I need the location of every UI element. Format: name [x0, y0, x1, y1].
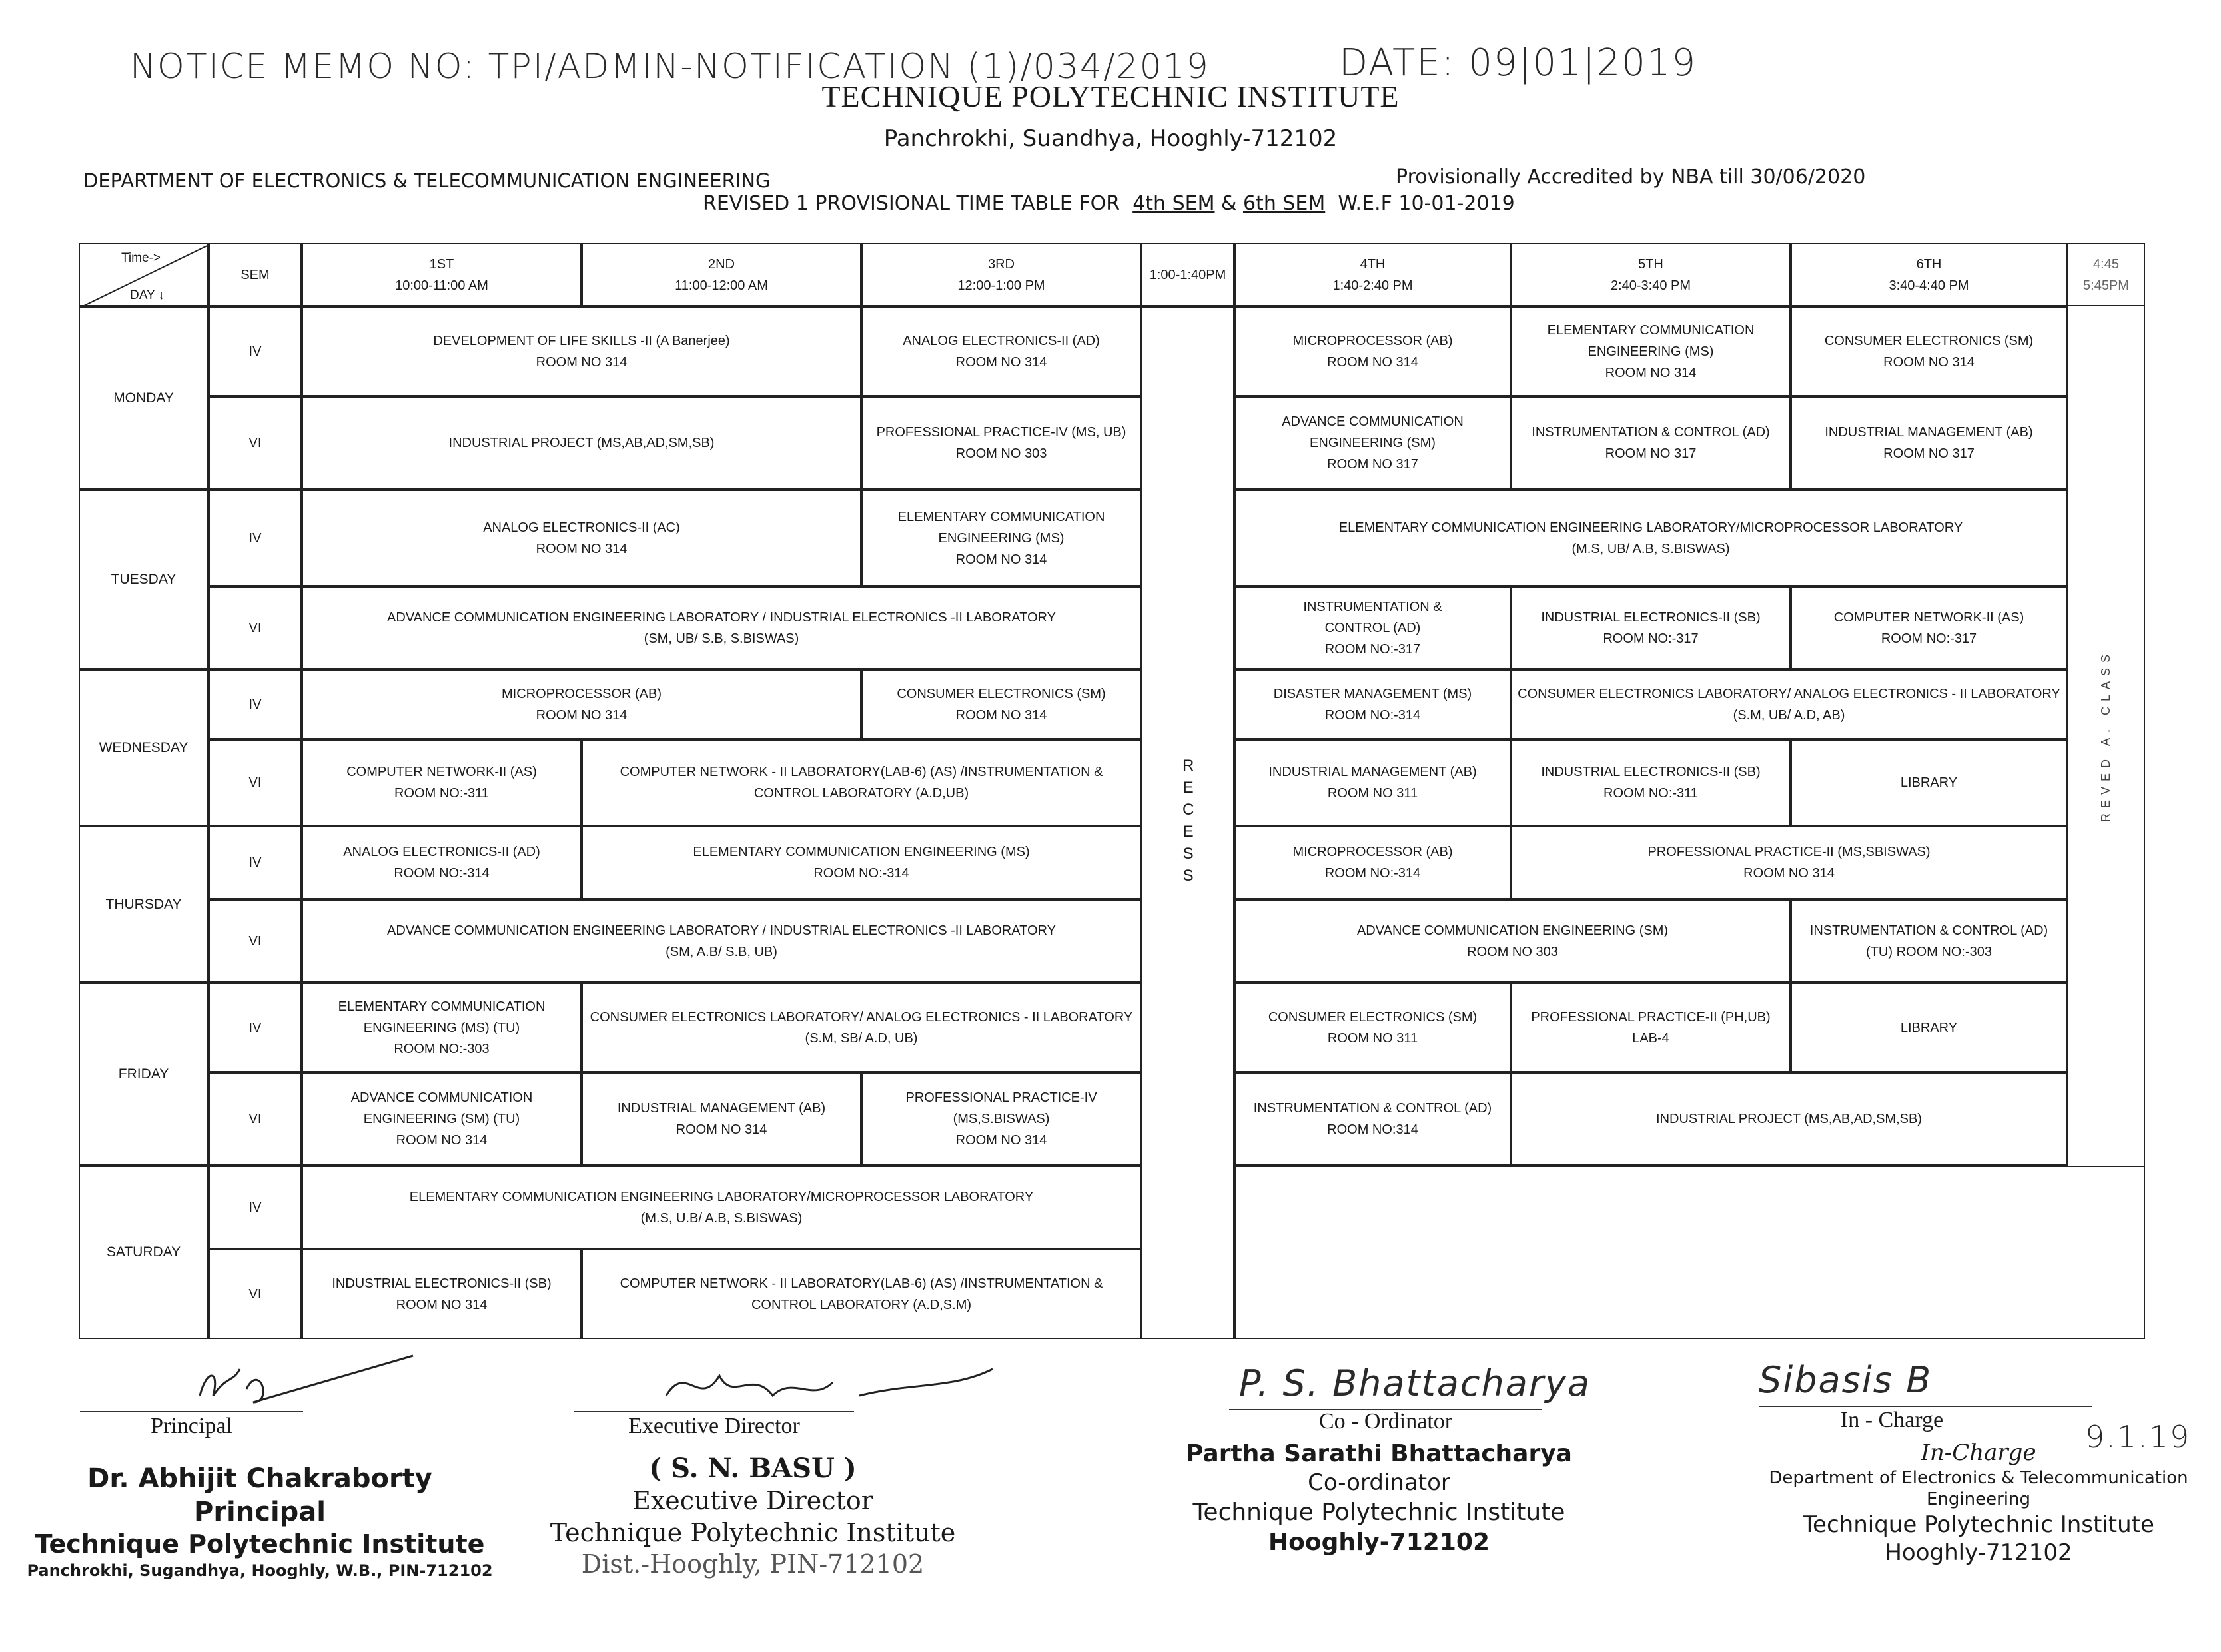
- stamp-line: Executive Director: [632, 1486, 873, 1515]
- class-cell: ELEMENTARY COMMUNICATION ENGINEERING (MS) (TU) ROOM NO:-303: [302, 983, 582, 1072]
- timetable-grid: [79, 243, 2145, 1339]
- class-cell: MICROPROCESSOR (AB) ROOM NO:-314: [1234, 826, 1511, 899]
- class-cell: INDUSTRIAL ELECTRONICS-II (SB) ROOM NO:-311: [1511, 739, 1791, 826]
- stamp-line: Dist.-Hooghly, PIN-712102: [581, 1549, 925, 1579]
- day-saturday: SATURDAY: [79, 1166, 209, 1339]
- class-cell: INSTRUMENTATION & CONTROL (AD) ROOM NO:-317: [1234, 586, 1511, 669]
- stamp-line: Technique Polytechnic Institute: [1192, 1498, 1565, 1526]
- sem-cell: VI: [209, 586, 302, 669]
- class-cell: ELEMENTARY COMMUNICATION ENGINEERING (MS) ROOM NO 314: [1511, 306, 1791, 396]
- period-time: 3:40-4:40 PM: [1889, 278, 1969, 293]
- director-label: Executive Director: [628, 1414, 800, 1438]
- stamp-line: Co-ordinator: [1308, 1469, 1450, 1496]
- institute-address: Panchrokhi, Suandhya, Hooghly-712102: [883, 125, 1338, 152]
- title-sem6: 6th SEM: [1242, 192, 1326, 215]
- institute-name: TECHNIQUE POLYTECHNIC INSTITUTE: [821, 79, 1400, 113]
- class-cell: ADVANCE COMMUNICATION ENGINEERING LABORATORY / INDUSTRIAL ELECTRONICS -II LABORATORY (SM, UB/ S.B, S.BISWAS): [302, 586, 1141, 669]
- period-time: 11:00-12:00 AM: [675, 278, 768, 293]
- sem-cell: IV: [209, 306, 302, 396]
- class-cell: ANALOG ELECTRONICS-II (AD) ROOM NO:-314: [302, 826, 582, 899]
- corner-day-label: DAY ↓: [130, 288, 165, 302]
- incharge-signature-line: [1759, 1406, 2092, 1407]
- director-stamp: [520, 1452, 986, 1581]
- stamp-line: Principal: [194, 1497, 326, 1527]
- corner-time-label: Time->: [121, 251, 161, 265]
- class-cell: PROFESSIONAL PRACTICE-II (PH,UB) LAB-4: [1511, 983, 1791, 1072]
- recess-column: [1141, 306, 1234, 1339]
- period-time: 1:00-1:40PM: [1149, 267, 1226, 282]
- coordinator-label: Co - Ordinator: [1318, 1409, 1453, 1434]
- class-cell: COMPUTER NETWORK - II LABORATORY(LAB-6) (AS) /INSTRUMENTATION & CONTROL LABORATORY (A.D,UB): [582, 739, 1141, 826]
- sem-cell: IV: [209, 490, 302, 586]
- class-cell: LIBRARY: [1791, 739, 2067, 826]
- class-cell: INDUSTRIAL MANAGEMENT (AB) ROOM NO 314: [582, 1072, 861, 1166]
- class-cell: MICROPROCESSOR (AB) ROOM NO 314: [1234, 306, 1511, 396]
- department-name: DEPARTMENT OF ELECTRONICS & TELECOMMUNICATION ENGINEERING: [83, 169, 771, 192]
- recess-header: [1141, 243, 1234, 306]
- principal-signature-mark: [193, 1349, 420, 1416]
- class-cell: COMPUTER NETWORK - II LABORATORY(LAB-6) (AS) /INSTRUMENTATION & CONTROL LABORATORY (A.D,S.M): [582, 1249, 1141, 1339]
- day-friday: FRIDAY: [79, 983, 209, 1166]
- period-time: 12:00-1:00 PM: [957, 278, 1045, 293]
- day-monday: MONDAY: [79, 306, 209, 490]
- stamp-line: Department of Electronics & Telecommunication Engineering: [1769, 1467, 2188, 1509]
- period-name: 4TH: [1360, 256, 1386, 272]
- class-cell: LIBRARY: [1791, 983, 2067, 1072]
- stamp-line: Panchrokhi, Sugandhya, Hooghly, W.B., PIN-712102: [27, 1561, 493, 1580]
- period-time: 1:40-2:40 PM: [1332, 278, 1413, 293]
- class-cell: INDUSTRIAL MANAGEMENT (AB) ROOM NO 317: [1791, 396, 2067, 490]
- title-sem4: 4th SEM: [1132, 192, 1215, 215]
- stamp-line: Hooghly-712102: [1268, 1528, 1490, 1556]
- notice-date: DATE: 09|01|2019: [1339, 41, 1697, 85]
- class-cell: ELEMENTARY COMMUNICATION ENGINEERING LABORATORY/MICROPROCESSOR LABORATORY (M.S, U.B/ A.B, S.BISWAS): [302, 1166, 1141, 1249]
- stamp-line: Dr. Abhijit Chakraborty: [87, 1463, 432, 1494]
- class-cell: DEVELOPMENT OF LIFE SKILLS -II (A Banerjee) ROOM NO 314: [302, 306, 861, 396]
- class-cell: INDUSTRIAL PROJECT (MS,AB,AD,SM,SB): [1511, 1072, 2067, 1166]
- day-thursday: THURSDAY: [79, 826, 209, 983]
- incharge-label: In - Charge: [1840, 1408, 1944, 1432]
- principal-stamp: [7, 1462, 513, 1581]
- class-cell: CONSUMER ELECTRONICS (SM) ROOM NO 314: [1791, 306, 2067, 396]
- timetable-title: [703, 192, 1515, 215]
- stamp-line: ( S. N. BASU ): [649, 1453, 857, 1484]
- class-cell: ADVANCE COMMUNICATION ENGINEERING (SM) (TU) ROOM NO 314: [302, 1072, 582, 1166]
- title-amp: &: [1221, 192, 1237, 215]
- period-name: 1ST: [429, 256, 454, 272]
- stamp-line: Technique Polytechnic Institute: [35, 1529, 485, 1559]
- class-cell: ANALOG ELECTRONICS-II (AD) ROOM NO 314: [861, 306, 1141, 396]
- class-cell: ADVANCE COMMUNICATION ENGINEERING (SM) ROOM NO 317: [1234, 396, 1511, 490]
- empty-cell: [1234, 1166, 2145, 1339]
- title-prefix: REVISED 1 PROVISIONAL TIME TABLE FOR: [703, 192, 1120, 215]
- director-signature-line: [574, 1411, 854, 1412]
- incharge-date: 9.1.19: [2085, 1419, 2191, 1455]
- sem-header: SEM: [209, 243, 302, 306]
- class-cell: ADVANCE COMMUNICATION ENGINEERING (SM) ROOM NO 303: [1234, 899, 1791, 983]
- title-wef: W.E.F 10-01-2019: [1338, 192, 1515, 215]
- period-name: 6TH: [1916, 256, 1942, 272]
- class-cell: PROFESSIONAL PRACTICE-IV (MS, UB) ROOM NO 303: [861, 396, 1141, 490]
- class-cell: ELEMENTARY COMMUNICATION ENGINEERING LABORATORY/MICROPROCESSOR LABORATORY (M.S, UB/ A.B, S.BISWAS): [1234, 490, 2067, 586]
- sem-cell: VI: [209, 739, 302, 826]
- coordinator-stamp: [1172, 1439, 1585, 1557]
- class-cell: ELEMENTARY COMMUNICATION ENGINEERING (MS) ROOM NO 314: [861, 490, 1141, 586]
- stamp-line: Technique Polytechnic Institute: [1803, 1511, 2154, 1538]
- stamp-line: Partha Sarathi Bhattacharya: [1186, 1440, 1572, 1467]
- stamp-line: Hooghly-712102: [1885, 1539, 2072, 1566]
- class-cell: INSTRUMENTATION & CONTROL (AD) ROOM NO 317: [1511, 396, 1791, 490]
- coordinator-signature: P. S. Bhattacharya: [1239, 1362, 1591, 1404]
- principal-label: Principal: [151, 1414, 232, 1438]
- corner-header-cell: [79, 243, 209, 306]
- period-header-5: [1511, 243, 1791, 306]
- class-cell: MICROPROCESSOR (AB) ROOM NO 314: [302, 669, 861, 739]
- class-cell: PROFESSIONAL PRACTICE-II (MS,SBISWAS) ROOM NO 314: [1511, 826, 2067, 899]
- sem-cell: IV: [209, 1166, 302, 1249]
- class-cell: INDUSTRIAL ELECTRONICS-II (SB) ROOM NO:-317: [1511, 586, 1791, 669]
- incharge-stamp: [1745, 1439, 2212, 1567]
- class-cell: CONSUMER ELECTRONICS (SM) ROOM NO 314: [861, 669, 1141, 739]
- sem-cell: IV: [209, 983, 302, 1072]
- sem-cell: VI: [209, 899, 302, 983]
- class-cell: CONSUMER ELECTRONICS LABORATORY/ ANALOG ELECTRONICS - II LABORATORY (S.M, SB/ A.D, UB): [582, 983, 1141, 1072]
- stamp-line: Technique Polytechnic Institute: [550, 1517, 956, 1547]
- class-cell: INSTRUMENTATION & CONTROL (AD) (TU) ROOM NO:-303: [1791, 899, 2067, 983]
- class-cell: COMPUTER NETWORK-II (AS) ROOM NO:-317: [1791, 586, 2067, 669]
- sem-cell: IV: [209, 669, 302, 739]
- extra-class-column: [2067, 306, 2145, 1166]
- class-cell: DISASTER MANAGEMENT (MS) ROOM NO:-314: [1234, 669, 1511, 739]
- period-header-3: [861, 243, 1141, 306]
- class-cell: INDUSTRIAL ELECTRONICS-II (SB) ROOM NO 314: [302, 1249, 582, 1339]
- class-cell: PROFESSIONAL PRACTICE-IV (MS,S.BISWAS) ROOM NO 314: [861, 1072, 1141, 1166]
- day-wednesday: WEDNESDAY: [79, 669, 209, 826]
- period-name: 2ND: [707, 256, 735, 272]
- class-cell: INDUSTRIAL MANAGEMENT (AB) ROOM NO 311: [1234, 739, 1511, 826]
- class-cell: ELEMENTARY COMMUNICATION ENGINEERING (MS) ROOM NO:-314: [582, 826, 1141, 899]
- class-cell: CONSUMER ELECTRONICS LABORATORY/ ANALOG ELECTRONICS - II LABORATORY (S.M, UB/ A.D, AB): [1511, 669, 2067, 739]
- period-time: 5:45PM: [2083, 278, 2129, 293]
- period-name: 4:45: [2093, 256, 2119, 272]
- sem-cell: IV: [209, 826, 302, 899]
- period-header-2: [582, 243, 861, 306]
- side-note: REVED A. CLASS: [2099, 649, 2113, 823]
- recess-label: RECESS: [1179, 757, 1198, 889]
- class-cell: ADVANCE COMMUNICATION ENGINEERING LABORATORY / INDUSTRIAL ELECTRONICS -II LABORATORY (SM, A.B/ S.B, UB): [302, 899, 1141, 983]
- class-cell: CONSUMER ELECTRONICS (SM) ROOM NO 311: [1234, 983, 1511, 1072]
- class-cell: ANALOG ELECTRONICS-II (AC) ROOM NO 314: [302, 490, 861, 586]
- day-tuesday: TUESDAY: [79, 490, 209, 669]
- period-header-6: [1791, 243, 2067, 306]
- class-cell: INDUSTRIAL PROJECT (MS,AB,AD,SM,SB): [302, 396, 861, 490]
- sem-cell: VI: [209, 1072, 302, 1166]
- principal-signature-line: [80, 1411, 303, 1412]
- sem-cell: VI: [209, 396, 302, 490]
- period-time: 10:00-11:00 AM: [395, 278, 488, 293]
- period-name: 5TH: [1638, 256, 1663, 272]
- sem-cell: VI: [209, 1249, 302, 1339]
- class-cell: INSTRUMENTATION & CONTROL (AD) ROOM NO:314: [1234, 1072, 1511, 1166]
- director-signature-mark: [660, 1356, 1006, 1416]
- stamp-line: In-Charge: [1921, 1440, 2036, 1466]
- incharge-signature: Sibasis B: [1759, 1359, 1933, 1401]
- period-name: 3RD: [987, 256, 1015, 272]
- accreditation-note: Provisionally Accredited by NBA till 30/06/2020: [1396, 165, 1866, 189]
- period-header-1: [302, 243, 582, 306]
- period-header-7: [2067, 243, 2145, 306]
- period-time: 2:40-3:40 PM: [1610, 278, 1691, 293]
- notice-memo-number: NOTICE MEMO NO: TPI/ADMIN-NOTIFICATION (1)/034/2019: [130, 47, 1210, 87]
- period-header-4: [1234, 243, 1511, 306]
- class-cell: COMPUTER NETWORK-II (AS) ROOM NO:-311: [302, 739, 582, 826]
